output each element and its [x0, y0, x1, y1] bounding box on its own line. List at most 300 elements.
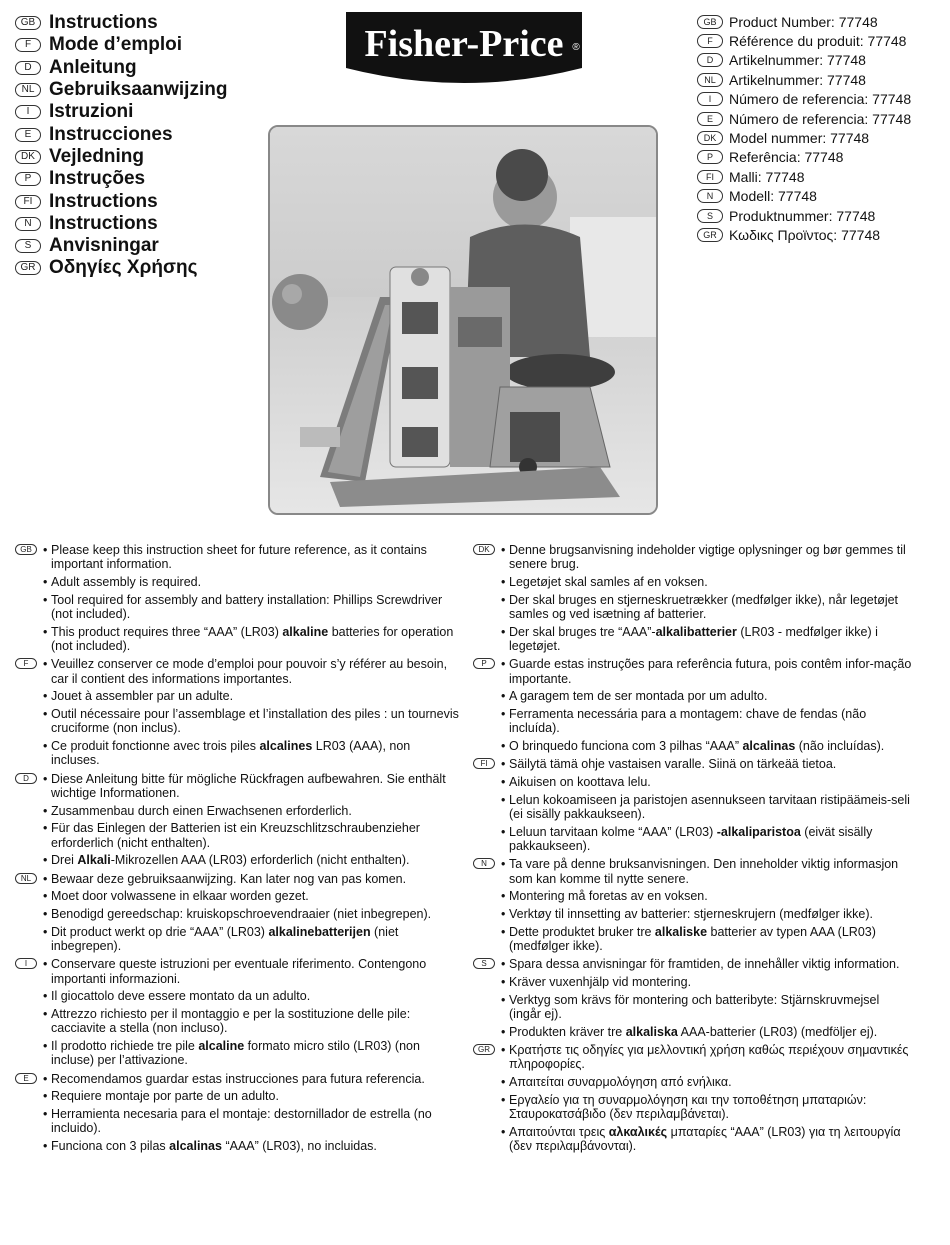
- language-code-badge: S: [473, 958, 495, 969]
- logo-text: Fisher-Price: [364, 23, 564, 65]
- text-segment: Il giocattolo deve essere montato da un adulto.: [51, 989, 311, 1004]
- text-segment: Zusammenbau durch einen Erwachsenen erforderlich.: [51, 803, 352, 818]
- bullet: •: [43, 707, 48, 721]
- instruction-item: [15, 1139, 460, 1153]
- language-code-badge: FI: [697, 170, 723, 184]
- product-number-row: [697, 206, 911, 225]
- instruction-text: [509, 575, 913, 589]
- instruction-text: [51, 853, 460, 867]
- bullet: •: [43, 592, 48, 607]
- instruction-text: [509, 907, 913, 921]
- badge-slot: [15, 625, 43, 626]
- instruction-text: [509, 975, 913, 989]
- bullet: •: [43, 1071, 48, 1086]
- language-block: [15, 1072, 460, 1154]
- logo-registered-mark: ®: [572, 42, 580, 53]
- text-segment: Drei: [51, 853, 78, 868]
- title-text: Instrucciones: [49, 123, 173, 145]
- instruction-text: [51, 689, 460, 703]
- instruction-item: [473, 975, 913, 989]
- language-code-badge: E: [15, 1073, 37, 1084]
- bullet: •: [501, 1124, 506, 1139]
- instruction-text: [509, 1093, 913, 1122]
- language-block: [473, 957, 913, 1039]
- bullet: •: [501, 889, 506, 904]
- bold-text: alkalibatterier: [655, 624, 737, 639]
- instruction-item: [473, 1125, 913, 1154]
- bold-text: alcalines: [259, 739, 313, 753]
- bullet: •: [501, 1092, 506, 1107]
- title-row: [15, 34, 227, 56]
- language-code-badge: F: [697, 34, 723, 48]
- bold-text: alkaliske: [654, 924, 708, 939]
- text-segment: Verktøy til innsetting av batterier: stjerneskrujern (medfølger ikke).: [509, 907, 874, 921]
- bold-text: alcalinas: [742, 739, 796, 753]
- product-number-row: [697, 31, 911, 50]
- title-text: Instruções: [49, 168, 146, 190]
- bullet: •: [501, 657, 506, 672]
- instruction-item: [473, 775, 913, 789]
- language-code-badge: P: [697, 150, 723, 164]
- language-code-badge: I: [697, 92, 723, 106]
- text-segment: Bewaar deze gebruiksaanwijzing. Kan later nog van pas komen.: [51, 871, 407, 886]
- text-segment: (niet inbegrepen).: [51, 924, 399, 953]
- product-number-row: [697, 90, 911, 109]
- badge-slot: [473, 757, 501, 769]
- instruction-item: [473, 793, 913, 822]
- text-segment: O brinquedo funciona com 3 pilhas “AAA”: [509, 739, 743, 753]
- product-number-text: Référence du produit: 77748: [729, 33, 907, 50]
- title-row: [15, 79, 227, 101]
- instruction-item: [473, 907, 913, 921]
- language-code-badge: P: [15, 172, 41, 186]
- title-text: Vejledning: [49, 145, 145, 167]
- language-code-badge: E: [697, 112, 723, 126]
- instruction-item: [15, 1007, 460, 1036]
- product-number-text: Κωδικς Προϊντος: 77748: [729, 226, 881, 243]
- bullet: •: [501, 1075, 506, 1089]
- instruction-item: [473, 993, 913, 1022]
- bullet: •: [43, 1089, 48, 1104]
- instruction-text: [509, 1075, 913, 1089]
- text-segment: Απαιτούνται τρεις: [509, 1124, 609, 1139]
- bullet: •: [501, 924, 506, 939]
- instruction-text: [51, 657, 460, 686]
- instruction-item: [15, 543, 460, 572]
- language-code-badge: S: [697, 209, 723, 223]
- fisher-price-logo: [340, 8, 588, 88]
- badge-slot: [473, 1043, 501, 1055]
- logo-shape: [340, 8, 588, 88]
- text-segment: “AAA” (LR03), no incluidas.: [221, 1139, 377, 1153]
- badge-slot: [473, 657, 501, 669]
- language-code-badge: NL: [15, 873, 37, 884]
- badge-slot: [15, 657, 43, 669]
- language-code-badge: N: [15, 217, 41, 231]
- text-segment: A garagem tem de ser montada por um adulto.: [509, 689, 768, 704]
- text-segment: Requiere montaje por parte de un adulto.: [51, 1089, 279, 1104]
- text-segment: batterier av typen AAA (LR03) (medfølger ikke).: [509, 924, 876, 953]
- language-code-badge: F: [15, 38, 41, 52]
- text-segment: Der skal bruges tre “AAA”-: [509, 624, 656, 639]
- text-segment: Säilytä tämä ohje vastaisen varalle. Siinä on tärkeää tietoa.: [509, 757, 837, 772]
- text-segment: Funciona con 3 pilas: [51, 1139, 170, 1153]
- instruction-item: [15, 989, 460, 1003]
- bullet: •: [501, 824, 506, 839]
- language-code-badge: FI: [473, 758, 495, 769]
- text-segment: Ta vare på denne bruksanvisningen. Den inneholder viktig informasjon som kan komme til nytte senere.: [509, 857, 899, 886]
- language-code-badge: D: [697, 53, 723, 67]
- bullet: •: [43, 624, 48, 639]
- instruction-text: [51, 1089, 460, 1103]
- instruction-item: [15, 575, 460, 589]
- badge-slot: [473, 593, 501, 594]
- product-number-text: Produktnummer: 77748: [729, 207, 876, 224]
- bold-text: alcaline: [198, 1039, 245, 1053]
- product-number-list: [697, 12, 911, 245]
- instruction-item: [15, 625, 460, 654]
- badge-slot: [473, 857, 501, 869]
- title-row: [15, 12, 227, 34]
- text-segment: LR03 (AAA), non incluses.: [51, 739, 411, 768]
- language-code-badge: GR: [15, 261, 41, 275]
- language-code-badge: N: [473, 858, 495, 869]
- instruction-text: [51, 739, 460, 768]
- instruction-text: [509, 1125, 913, 1154]
- instruction-item: [473, 707, 913, 736]
- instruction-item: [15, 853, 460, 867]
- title-row: [15, 213, 227, 235]
- instruction-text: [51, 707, 460, 736]
- language-code-badge: DK: [697, 131, 723, 145]
- bullet: •: [501, 857, 506, 872]
- badge-slot: [15, 925, 43, 926]
- product-number-row: [697, 225, 911, 244]
- badge-slot: [15, 957, 43, 969]
- instruction-text: [509, 593, 913, 622]
- instruction-item: [15, 957, 460, 986]
- badge-slot: [15, 1007, 43, 1008]
- text-segment: Veuillez conserver ce mode d’emploi pour pouvoir s’y référer au besoin, car il contient des informations importantes.: [51, 657, 448, 686]
- language-block: [473, 1043, 913, 1153]
- text-segment: Leluun tarvitaan kolme “AAA” (LR03): [509, 824, 717, 839]
- instruction-text: [509, 889, 913, 903]
- instruction-item: [473, 925, 913, 954]
- language-block: [15, 872, 460, 954]
- language-code-badge: E: [15, 128, 41, 142]
- badge-slot: [15, 1139, 43, 1140]
- language-code-badge: D: [15, 773, 37, 784]
- bullet: •: [43, 575, 48, 589]
- instruction-text: [509, 757, 913, 771]
- instruction-text: [51, 772, 460, 801]
- bold-text: Alkali: [77, 853, 111, 868]
- instruction-text: [51, 543, 460, 572]
- text-segment: Adult assembly is required.: [51, 575, 202, 589]
- instruction-item: [473, 657, 913, 686]
- bullet: •: [501, 775, 506, 789]
- bullet: •: [43, 543, 48, 557]
- bullet: •: [43, 739, 48, 753]
- title-text: Instructions: [49, 12, 158, 34]
- language-code-badge: NL: [697, 73, 723, 87]
- badge-slot: [473, 575, 501, 576]
- bullet: •: [43, 853, 48, 868]
- bold-text: alkaliska: [625, 1024, 678, 1039]
- text-segment: Εργαλείο για τη συναρμολόγηση και την τοποθέτηση μπαταριών: Σταυροκατσάβιδο (δεν περιλαμβάνεται).: [509, 1092, 867, 1121]
- instruction-text: [509, 775, 913, 789]
- instruction-text: [509, 625, 913, 654]
- instruction-item: [473, 1093, 913, 1122]
- language-block: [15, 772, 460, 868]
- text-segment: Recomendamos guardar estas instrucciones para futura referencia.: [51, 1071, 425, 1086]
- instructions-left-column: [15, 543, 460, 1157]
- product-number-text: Modell: 77748: [729, 188, 817, 205]
- text-segment: Outil nécessaire pour l’assemblage et l’installation des piles : un tournevis cruciforme (non inclus).: [51, 707, 459, 736]
- instruction-item: [15, 1107, 460, 1136]
- text-segment: Benodigd gereedschap: kruiskopschroevendraaier (niet inbegrepen).: [51, 907, 432, 921]
- badge-slot: [15, 739, 43, 740]
- text-segment: Denne brugsanvisning indeholder vigtige oplysninger og bør gemmes til senere brug.: [509, 543, 906, 572]
- badge-slot: [15, 575, 43, 576]
- bullet: •: [501, 707, 506, 721]
- title-text: Anleitung: [49, 56, 137, 78]
- product-number-row: [697, 148, 911, 167]
- instruction-text: [509, 657, 913, 686]
- instruction-item: [15, 821, 460, 850]
- product-number-text: Artikelnummer: 77748: [729, 52, 866, 69]
- badge-slot: [473, 707, 501, 708]
- text-segment: Dit product werkt op drie “AAA” (LR03): [51, 924, 269, 939]
- title-row: [15, 257, 227, 279]
- badge-slot: [473, 793, 501, 794]
- product-number-row: [697, 12, 911, 31]
- language-code-badge: GR: [697, 228, 723, 242]
- instruction-item: [473, 543, 913, 572]
- title-text: Gebruiksaanwijzing: [49, 79, 228, 101]
- bullet: •: [43, 821, 48, 836]
- badge-slot: [15, 872, 43, 884]
- badge-slot: [15, 889, 43, 890]
- text-segment: Tool required for assembly and battery installation: Phillips Screwdriver (not included).: [51, 592, 443, 621]
- language-code-badge: DK: [473, 544, 495, 555]
- product-number-text: Artikelnummer: 77748: [729, 71, 866, 88]
- text-segment: formato micro stilo (LR03) (non incluse) per l’attivazione.: [51, 1039, 420, 1068]
- text-segment: Il prodotto richiede tre pile: [51, 1039, 199, 1053]
- language-code-badge: GB: [697, 15, 723, 29]
- text-segment: Kräver vuxenhjälp vid montering.: [509, 975, 692, 989]
- bold-text: -alkaliparistoa: [716, 824, 801, 839]
- language-code-badge: F: [15, 658, 37, 669]
- bullet: •: [501, 543, 506, 557]
- bullet: •: [501, 689, 506, 704]
- instruction-item: [15, 872, 460, 886]
- bullet: •: [43, 1039, 48, 1053]
- text-segment: Diese Anleitung bitte für mögliche Rückfragen aufbewahren. Sie enthält wichtige Informationen.: [51, 771, 446, 801]
- text-segment: Herramienta necesaria para el montaje: destornillador de estrella (no incluido).: [51, 1107, 432, 1136]
- instruction-item: [15, 889, 460, 903]
- text-segment: -Mikrozellen AAA (LR03) erforderlich (nicht enthalten).: [110, 853, 410, 868]
- badge-slot: [473, 907, 501, 908]
- instruction-item: [15, 593, 460, 622]
- title-row: [15, 235, 227, 257]
- bullet: •: [43, 771, 48, 786]
- instruction-text: [509, 993, 913, 1022]
- instruction-item: [473, 739, 913, 753]
- badge-slot: [473, 625, 501, 626]
- title-row: [15, 168, 227, 190]
- product-number-row: [697, 187, 911, 206]
- text-segment: Jouet à assembler par un adulte.: [51, 689, 234, 704]
- badge-slot: [473, 775, 501, 776]
- badge-slot: [15, 1072, 43, 1084]
- language-code-badge: FI: [15, 195, 41, 209]
- bullet: •: [501, 907, 506, 921]
- bold-text: αλκαλικές: [608, 1124, 668, 1139]
- bullet: •: [43, 1107, 48, 1121]
- instruction-item: [473, 593, 913, 622]
- text-segment: Der skal bruges en stjerneskruetrækker (medfølger ikke), når legetøjet samles og ved isætning af batterier.: [509, 592, 899, 621]
- instruction-item: [473, 757, 913, 771]
- instruction-text: [509, 707, 913, 736]
- language-block: [15, 957, 460, 1067]
- instruction-item: [473, 1075, 913, 1089]
- instruction-item: [15, 689, 460, 703]
- bold-text: alkalinebatterijen: [268, 924, 371, 939]
- bullet: •: [501, 1043, 506, 1057]
- instruction-item: [473, 957, 913, 971]
- title-row: [15, 190, 227, 212]
- language-block: [473, 543, 913, 653]
- text-segment: Attrezzo richiesto per il montaggio e per la sostituzione delle pile: cacciavite a stella (non incluso).: [51, 1007, 411, 1036]
- badge-slot: [15, 772, 43, 784]
- text-segment: Verktyg som krävs för montering och batteribyte: Stjärnskruvmejsel (ingår ej).: [509, 992, 880, 1021]
- language-code-badge: GR: [473, 1044, 495, 1055]
- bullet: •: [43, 957, 48, 972]
- instruction-text: [51, 925, 460, 954]
- instruction-item: [15, 772, 460, 801]
- instruction-text: [51, 1072, 460, 1086]
- badge-slot: [473, 1093, 501, 1094]
- text-segment: Ferramenta necessária para a montagem: chave de fendas (não incluída).: [509, 707, 867, 736]
- badge-slot: [15, 1039, 43, 1040]
- badge-slot: [15, 689, 43, 690]
- product-number-row: [697, 51, 911, 70]
- product-number-text: Model nummer: 77748: [729, 130, 870, 147]
- text-segment: This product requires three “AAA” (LR03): [51, 624, 283, 639]
- instruction-item: [15, 804, 460, 818]
- language-block: [473, 757, 913, 853]
- instruction-item: [15, 925, 460, 954]
- text-segment: batteries for operation (not included).: [51, 624, 454, 653]
- text-segment: Please keep this instruction sheet for future reference, as it contains important information.: [51, 543, 427, 572]
- bullet: •: [43, 924, 48, 939]
- badge-slot: [473, 993, 501, 994]
- bullet: •: [501, 739, 506, 753]
- title-row: [15, 146, 227, 168]
- language-code-badge: DK: [15, 150, 41, 164]
- text-segment: Spara dessa anvisningar för framtiden, de innehåller viktig information.: [509, 957, 900, 972]
- instruction-text: [509, 739, 913, 753]
- bullet: •: [43, 1139, 48, 1153]
- text-segment: Κρατήστε τις οδηγίες για μελλοντική χρήση καθώς περιέχουν σημαντικές πληροφορίες.: [509, 1043, 909, 1072]
- bullet: •: [43, 871, 48, 886]
- text-segment: Moet door volwassene in elkaar worden gezet.: [51, 889, 309, 904]
- product-photo: [268, 125, 658, 515]
- instruction-text: [51, 907, 460, 921]
- instruction-item: [473, 689, 913, 703]
- text-segment: Produkten kräver tre: [509, 1024, 626, 1039]
- badge-slot: [473, 543, 501, 555]
- badge-slot: [15, 1107, 43, 1108]
- language-code-badge: I: [15, 958, 37, 969]
- title-row: [15, 57, 227, 79]
- text-segment: Guarde estas instruções para referência futura, pois contêm infor-mação importante.: [509, 657, 912, 686]
- product-number-row: [697, 128, 911, 147]
- badge-slot: [15, 821, 43, 822]
- instruction-item: [15, 657, 460, 686]
- text-segment: Montering må foretas av en voksen.: [509, 889, 708, 904]
- instruction-text: [509, 857, 913, 886]
- bullet: •: [501, 624, 506, 639]
- language-code-badge: GB: [15, 544, 37, 555]
- bullet: •: [501, 992, 506, 1007]
- instruction-item: [15, 1089, 460, 1103]
- product-number-row: [697, 109, 911, 128]
- instruction-item: [473, 889, 913, 903]
- text-segment: Für das Einlegen der Batterien ist ein Kreuzschlitzschraubenzieher erforderlich (nicht enthalten).: [51, 821, 420, 850]
- product-number-text: Referência: 77748: [729, 149, 844, 166]
- instruction-text: [51, 1139, 460, 1153]
- instruction-item: [15, 739, 460, 768]
- text-segment: (não incluídas).: [795, 739, 885, 753]
- bullet: •: [43, 1007, 48, 1021]
- instruction-text: [51, 889, 460, 903]
- instruction-item: [473, 1043, 913, 1072]
- bullet: •: [43, 803, 48, 818]
- text-segment: Legetøjet skal samles af en voksen.: [509, 575, 708, 589]
- bullet: •: [43, 907, 48, 921]
- child-playing-with-parking-garage-toy-photo: [270, 127, 656, 513]
- text-segment: Dette produktet bruker tre: [509, 924, 655, 939]
- instruction-text: [509, 957, 913, 971]
- title-text: Istruzioni: [49, 101, 134, 123]
- instruction-text: [51, 1107, 460, 1136]
- title-row: [15, 101, 227, 123]
- badge-slot: [473, 975, 501, 976]
- title-text: Οδηγίες Χρήσης: [49, 257, 198, 279]
- bullet: •: [43, 989, 48, 1004]
- badge-slot: [15, 853, 43, 854]
- badge-slot: [473, 1125, 501, 1126]
- instruction-text: [509, 543, 913, 572]
- language-code-badge: I: [15, 105, 41, 119]
- instruction-text: [509, 925, 913, 954]
- product-number-text: Número de referencia: 77748: [729, 110, 912, 127]
- badge-slot: [473, 689, 501, 690]
- badge-slot: [15, 907, 43, 908]
- bullet: •: [43, 689, 48, 704]
- instruction-text: [509, 825, 913, 854]
- badge-slot: [15, 1089, 43, 1090]
- instruction-item: [473, 857, 913, 886]
- product-number-text: Product Number: 77748: [729, 13, 878, 30]
- instruction-item: [15, 1072, 460, 1086]
- bullet: •: [501, 592, 506, 607]
- language-block: [473, 857, 913, 953]
- instruction-item: [473, 1025, 913, 1039]
- instruction-item: [473, 575, 913, 589]
